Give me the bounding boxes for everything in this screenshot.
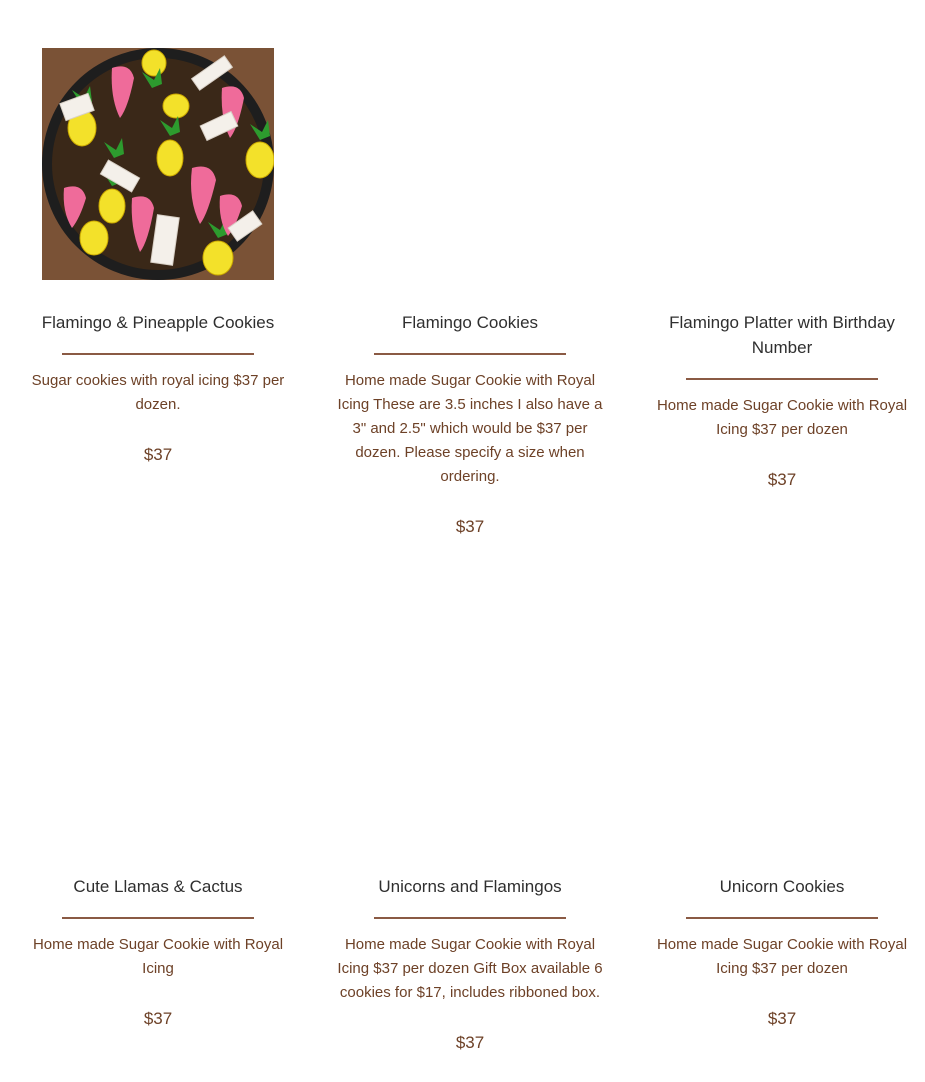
product-card[interactable] <box>336 874 604 1055</box>
product-price: $37 <box>455 1033 485 1052</box>
product-card[interactable] <box>336 310 604 539</box>
product-title[interactable]: Unicorn Cookies <box>719 877 845 896</box>
divider <box>374 353 566 355</box>
product-description: Home made Sugar Cookie with Royal Icing $37 per dozen <box>656 936 908 977</box>
product-price: $37 <box>767 470 797 489</box>
divider <box>62 917 254 919</box>
product-price: $37 <box>767 1009 797 1028</box>
product-title[interactable]: Cute Llamas & Cactus <box>73 877 243 896</box>
product-title[interactable]: Flamingo Cookies <box>401 313 539 332</box>
product-price: $37 <box>143 445 173 464</box>
divider <box>62 353 254 355</box>
divider <box>686 378 878 380</box>
product-title[interactable]: Flamingo Platter with Birthday Number <box>669 313 895 357</box>
divider <box>686 917 878 919</box>
product-price: $37 <box>143 1009 173 1028</box>
divider <box>374 917 566 919</box>
cookie-platter-image <box>42 48 274 280</box>
product-description: Home made Sugar Cookie with Royal Icing $37 per dozen <box>656 397 908 438</box>
product-title[interactable]: Unicorns and Flamingos <box>378 877 562 896</box>
product-card[interactable] <box>24 874 292 1031</box>
product-card[interactable] <box>648 310 916 492</box>
product-description: Home made Sugar Cookie with Royal Icing $37 per dozen Gift Box available 6 cookies for $17, includes ribboned box. <box>337 936 603 1001</box>
product-description: Sugar cookies with royal icing $37 per dozen. <box>31 372 285 413</box>
product-card[interactable] <box>648 874 916 1031</box>
product-title[interactable]: Flamingo & Pineapple Cookies <box>41 313 275 332</box>
product-price: $37 <box>455 517 485 536</box>
product-description: Home made Sugar Cookie with Royal Icing These are 3.5 inches I also have a 3" and 2.5" which would be $37 per dozen. Please specify a size when ordering. <box>337 372 603 485</box>
product-description: Home made Sugar Cookie with Royal Icing <box>32 936 284 977</box>
product-card[interactable] <box>24 310 292 467</box>
product-image-flamingo-pineapple[interactable] <box>42 48 274 280</box>
